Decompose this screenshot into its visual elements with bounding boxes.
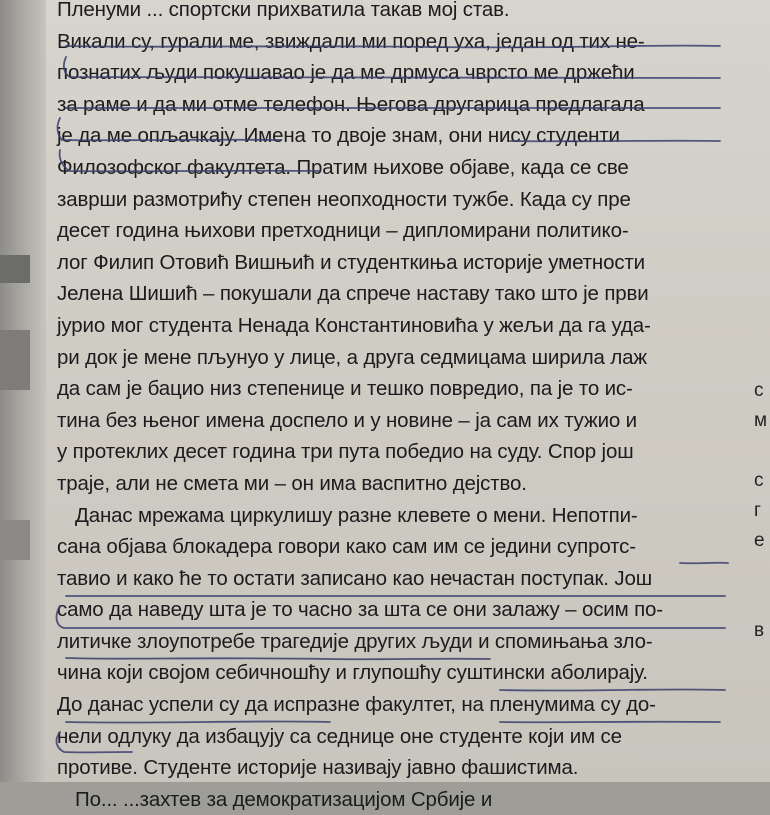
article-line: Пленуми ... спортски прихватила такав мој став. <box>57 0 510 21</box>
article-column <box>57 0 727 815</box>
article-line: десет година њихови претходници – дипломирани политико- <box>57 219 629 243</box>
article-line: Филозофског факултета. Пратим њихове објаве, када се све <box>57 155 629 179</box>
margin-graphic-strip <box>0 330 30 390</box>
article-line: да сам је бацио низ степенице и тешко повредио, па је то ис- <box>57 377 633 401</box>
article-line: лог Филип Отовић Вишњић и студенткиња историје уметности <box>57 250 645 274</box>
article-line: Данас мрежама циркулишу разне клевете о мени. Непотпи- <box>75 503 638 527</box>
article-line: познатих људи покушавао је да ме дрмуса чврсто ме држећи <box>57 61 635 85</box>
right-column-char: е <box>754 530 765 551</box>
article-line: заврши размотрићу степен неопходности тужбе. Када су пре <box>57 187 631 211</box>
article-line: сана објава блокадера говори како сам им се једини супротс- <box>57 535 636 559</box>
article-line: литичке злоупотребе трагедије других људи и спомињања зло- <box>57 629 653 653</box>
right-column-char: г <box>754 500 761 521</box>
article-line: По... ...захтев за демократизацијом Србије и <box>75 787 493 811</box>
article-line: тина без њеног имена доспело и у новине – ја сам их тужио и <box>57 408 637 432</box>
article-line: нели одлуку да избацују са седнице оне студенте који им се <box>57 724 622 748</box>
article-line: чина који својом себичношћу и глупошћу суштински аболирају. <box>57 661 648 685</box>
article-line: тавио и како ће то остати записано као нечастан поступак. Још <box>57 566 653 590</box>
margin-graphic-strip <box>0 255 30 283</box>
article-line: Јелена Шишић – покушали да спрече наставу тако што је први <box>57 282 649 306</box>
article-line: противе. Студенте историје називају јавно фашистима. <box>57 756 579 780</box>
right-column-char: с <box>754 470 764 491</box>
article-line: за раме и да ми отме телефон. Његова другарица предлагала <box>57 92 645 116</box>
article-line: Викали су, гурали ме, звиждали ми поред уха, један од тих не- <box>57 29 645 53</box>
right-column-char: с <box>754 380 764 401</box>
left-margin-neighbor-column <box>0 0 46 782</box>
right-column-char: в <box>754 620 765 641</box>
article-line: ри док је мене пљунуо у лице, а друга седмицама ширила лаж <box>57 345 647 369</box>
right-neighbor-column <box>748 0 770 782</box>
margin-graphic-strip <box>0 520 30 560</box>
article-line: само да наведу шта је то часно за шта се они залажу – осим по- <box>57 598 663 622</box>
article-line: је да ме опљачкају. Имена то двоје знам, они нису студенти <box>57 124 620 148</box>
article-line: јурио мог студента Ненада Константиновића у жељи да га уда- <box>57 313 651 337</box>
right-column-char: м <box>754 410 768 431</box>
article-line: траје, али не смета ми – он има васпитно дејство. <box>57 471 527 495</box>
article-line: у протеклих десет година три пута победио на суду. Спор још <box>57 440 634 464</box>
article-line: До данас успели су да испразне факултет, на пленумима су до- <box>57 693 656 717</box>
